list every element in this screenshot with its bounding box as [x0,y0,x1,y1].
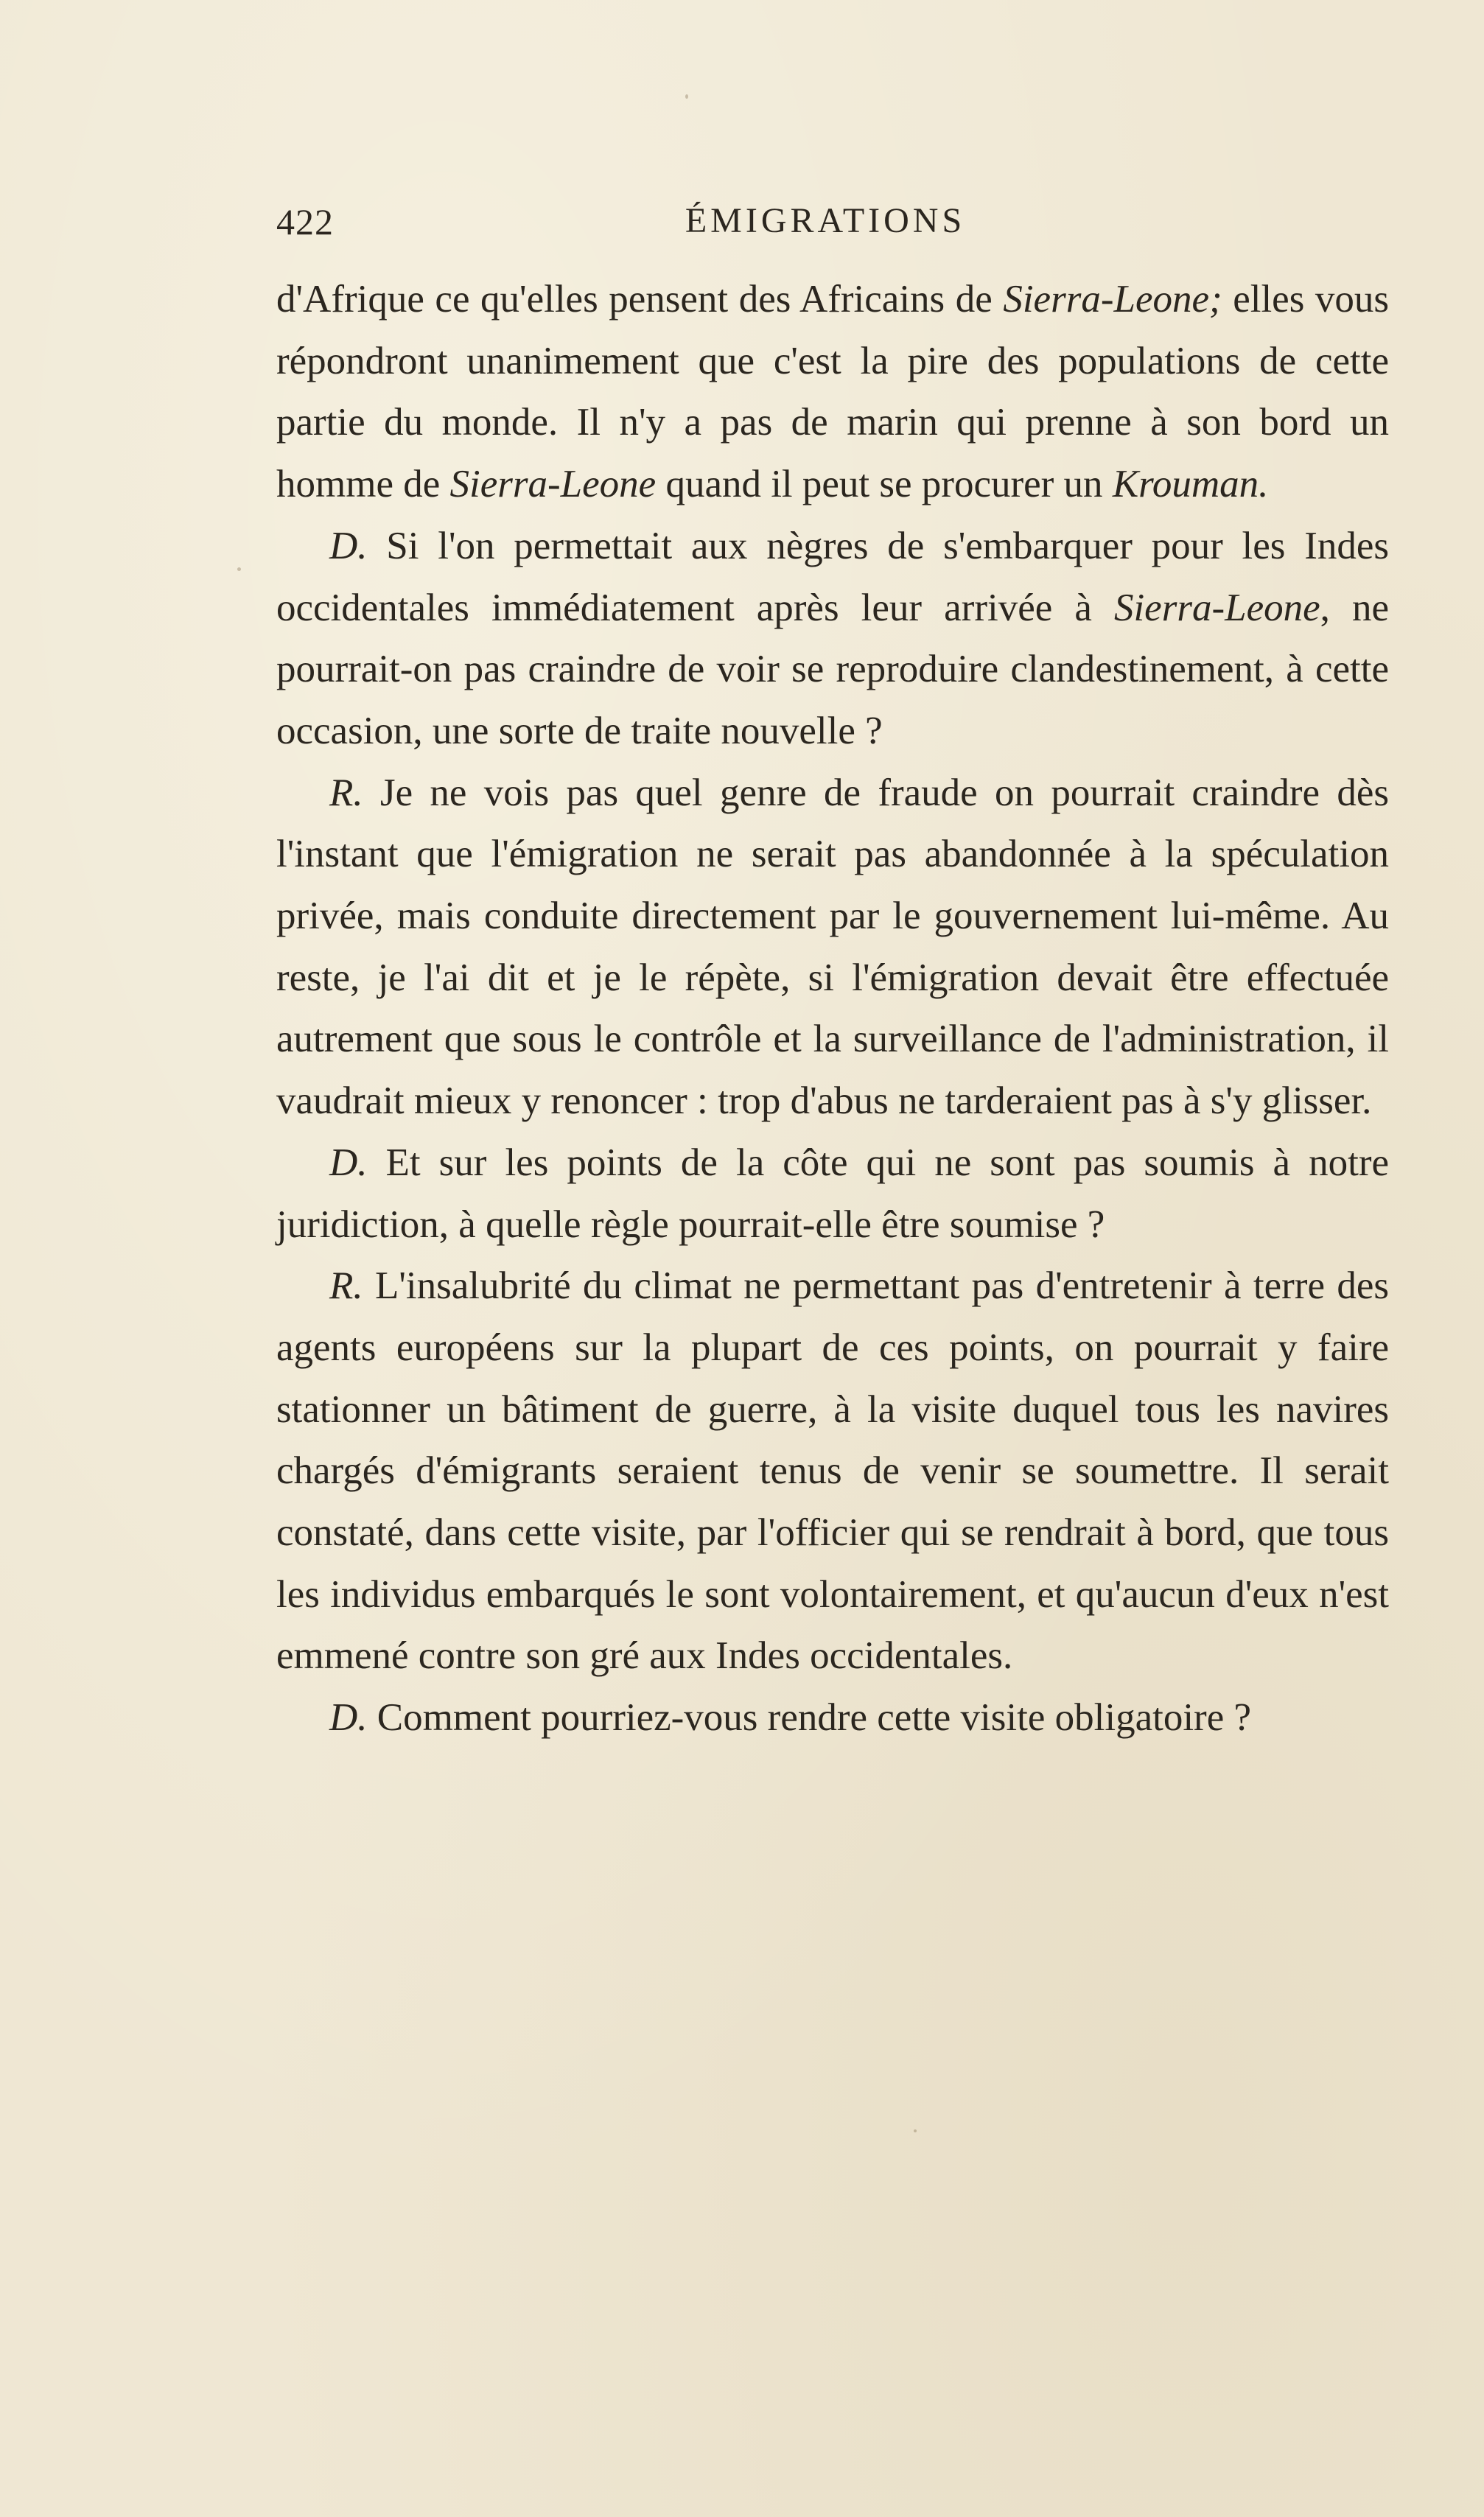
page-header [276,200,1389,252]
text-segment-italic: Krouman. [1112,463,1269,506]
text-segment: L'insalubrité du climat ne permettant pas d'entretenir à terre des agents européens sur la plupart de ces points, on pourrait y faire stationner un bâtiment de guerre, à la visite duquel tous les navires chargés d'émigrants seraient tenus de venir se soumettre. Il serait constaté, dans cette visite, par l'officier qui se rendrait à bord, que tous les individus embarqués le sont volontairement, et qu'aucun d'eux n'est emmené contre son gré aux Indes occidentales. [276,1264,1389,1678]
text-segment: elles vous répondront unanimement que c'est la pire des populations de cette partie du monde. Il n'y a pas de marin qui prenne à son bord un homme de [276,278,1390,506]
text-segment: d'Afrique ce qu'elles pensent des Africains de [276,278,1004,321]
speaker-label: D. [329,1696,368,1740]
speaker-label: D. [329,1141,368,1184]
text-segment: Et sur les points de la côte qui ne sont pas soumis à notre juridiction, à quelle règle pourrait-elle être soumise ? [276,1141,1389,1246]
paragraph-2 [276,763,1389,1133]
text-segment: , ne pourrait-on pas craindre de voir se reproduire clandestinement, à cette occasion, une sorte de traite nouvelle ? [276,586,1389,752]
body-text [276,269,1389,1749]
text-segment: Je ne vois pas quel genre de fraude on pourrait craindre dès l'instant que l'émigration ne serait pas abandonnée à la spéculation privée, mais conduite directement par le gouvernement lui-même. Au reste, je l'ai dit et je le répète, si l'émigration devait être effectuée autrement que sous le contrôle et la surveillance de l'administration, il vaudrait mieux y renoncer : trop d'abus ne tarderaient pas à s'y glisser. [276,771,1389,1123]
paragraph-0 [276,269,1389,516]
paragraph-5 [276,1687,1389,1749]
text-segment-italic: Sierra-Leone [1113,586,1320,629]
paragraph-4 [276,1256,1389,1687]
speaker-label: D. [329,524,368,567]
speaker-label: R. [329,771,363,814]
paragraph-1 [276,516,1389,763]
page-number: 422 [276,201,334,242]
text-segment: quand il peut se procurer un [656,463,1113,506]
text-segment: Si l'on permettait aux nègres de s'embarquer pour les Indes occidentales immédiatement après leur arrivée à [276,524,1389,629]
text-segment-italic: Sierra-Leone; [1003,278,1222,321]
paper-speck [685,94,688,99]
running-head: ÉMIGRATIONS [685,201,966,240]
text-segment: Comment pourriez-vous rendre cette visite obligatoire ? [367,1696,1251,1740]
paper-speck [237,567,241,571]
speaker-label: R. [329,1264,363,1308]
paper-speck [914,2129,917,2132]
paragraph-3 [276,1133,1389,1256]
text-segment-italic: Sierra-Leone [449,463,657,506]
